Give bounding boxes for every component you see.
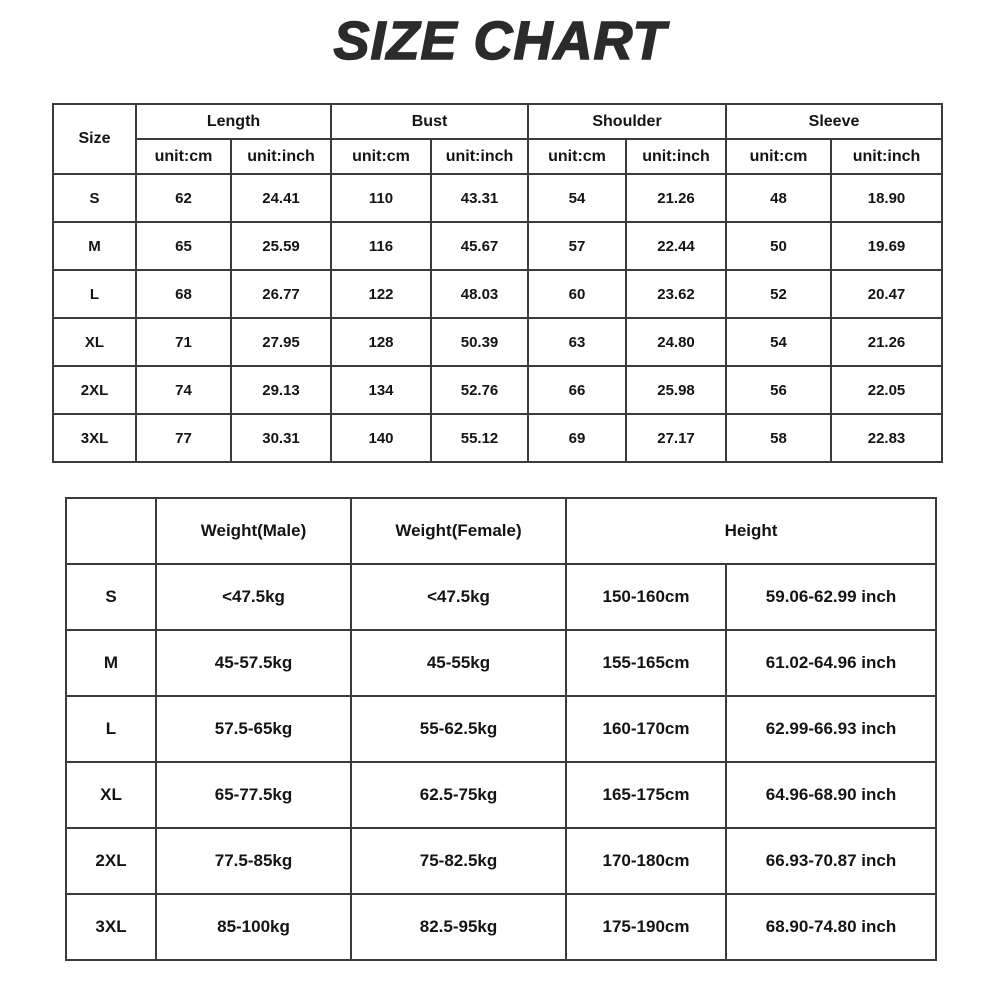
size-cell: 2XL — [66, 828, 156, 894]
unit-header-row — [53, 139, 942, 174]
body-measurement-cell: 62.5-75kg — [351, 762, 566, 828]
measurement-cell: 48.03 — [431, 270, 528, 318]
measurement-cell: 30.31 — [231, 414, 331, 462]
table-row — [53, 174, 942, 222]
measurement-cell: 25.59 — [231, 222, 331, 270]
body-measurement-cell: 160-170cm — [566, 696, 726, 762]
measurement-cell: 25.98 — [626, 366, 726, 414]
measurement-cell: 52.76 — [431, 366, 528, 414]
body-measurement-cell: 64.96-68.90 inch — [726, 762, 936, 828]
measurement-cell: 74 — [136, 366, 231, 414]
body-measurement-cell: 57.5-65kg — [156, 696, 351, 762]
measurement-cell: 110 — [331, 174, 431, 222]
body-measurement-cell: 55-62.5kg — [351, 696, 566, 762]
measurement-group-header: Shoulder — [528, 104, 726, 139]
table-row — [66, 696, 936, 762]
body-measurement-cell: 75-82.5kg — [351, 828, 566, 894]
size-cell: XL — [53, 318, 136, 366]
table-row — [53, 222, 942, 270]
size-cell: 2XL — [53, 366, 136, 414]
size-cell: M — [53, 222, 136, 270]
measurement-cell: 24.41 — [231, 174, 331, 222]
measurement-cell: 77 — [136, 414, 231, 462]
measurement-cell: 43.31 — [431, 174, 528, 222]
table-row — [66, 828, 936, 894]
body-table-body — [66, 564, 936, 960]
body-measurement-cell: 85-100kg — [156, 894, 351, 960]
measurement-cell: 48 — [726, 174, 831, 222]
weight-header: Weight(Female) — [351, 498, 566, 564]
size-cell: M — [66, 630, 156, 696]
unit-inch-header: unit:inch — [626, 139, 726, 174]
measurement-group-header: Bust — [331, 104, 528, 139]
size-column-header: Size — [53, 104, 136, 174]
group-header-row — [53, 104, 942, 139]
body-measurement-cell: 77.5-85kg — [156, 828, 351, 894]
size-cell: S — [53, 174, 136, 222]
table-row — [53, 270, 942, 318]
measurement-cell: 66 — [528, 366, 626, 414]
body-measurement-cell: 59.06-62.99 inch — [726, 564, 936, 630]
unit-inch-header: unit:inch — [431, 139, 528, 174]
unit-cm-header: unit:cm — [726, 139, 831, 174]
measurement-cell: 50.39 — [431, 318, 528, 366]
body-measurement-cell: 165-175cm — [566, 762, 726, 828]
height-header: Height — [566, 498, 936, 564]
body-measurement-cell: <47.5kg — [156, 564, 351, 630]
unit-inch-header: unit:inch — [831, 139, 942, 174]
unit-cm-header: unit:cm — [136, 139, 231, 174]
measurement-cell: 27.95 — [231, 318, 331, 366]
body-measurement-cell: 155-165cm — [566, 630, 726, 696]
body-measurement-cell: 61.02-64.96 inch — [726, 630, 936, 696]
weight-header: Weight(Male) — [156, 498, 351, 564]
table-row — [53, 414, 942, 462]
measurement-cell: 21.26 — [626, 174, 726, 222]
measurement-cell: 116 — [331, 222, 431, 270]
measurement-cell: 23.62 — [626, 270, 726, 318]
body-measurement-cell: 175-190cm — [566, 894, 726, 960]
table-row — [66, 894, 936, 960]
body-measurement-cell: <47.5kg — [351, 564, 566, 630]
unit-inch-header: unit:inch — [231, 139, 331, 174]
size-cell: L — [66, 696, 156, 762]
measurement-cell: 22.44 — [626, 222, 726, 270]
measurement-cell: 50 — [726, 222, 831, 270]
measurement-size-chart-table — [52, 103, 941, 463]
measurement-cell: 134 — [331, 366, 431, 414]
measurement-cell: 55.12 — [431, 414, 528, 462]
body-measurement-cell: 62.99-66.93 inch — [726, 696, 936, 762]
measurement-cell: 63 — [528, 318, 626, 366]
measurement-cell: 29.13 — [231, 366, 331, 414]
measurement-cell: 27.17 — [626, 414, 726, 462]
measurement-cell: 54 — [726, 318, 831, 366]
measurement-cell: 122 — [331, 270, 431, 318]
measurement-cell: 52 — [726, 270, 831, 318]
measurement-cell: 22.83 — [831, 414, 942, 462]
measurement-cell: 60 — [528, 270, 626, 318]
size-cell: L — [53, 270, 136, 318]
body-measurement-cell: 170-180cm — [566, 828, 726, 894]
measurement-cell: 69 — [528, 414, 626, 462]
measurement-cell: 71 — [136, 318, 231, 366]
measurement-cell: 62 — [136, 174, 231, 222]
measurement-cell: 26.77 — [231, 270, 331, 318]
measurement-cell: 45.67 — [431, 222, 528, 270]
measurement-cell: 57 — [528, 222, 626, 270]
table-row — [53, 318, 942, 366]
table-row — [66, 564, 936, 630]
measurement-cell: 140 — [331, 414, 431, 462]
weight-header-row — [66, 498, 936, 564]
table-row — [66, 762, 936, 828]
unit-cm-header: unit:cm — [331, 139, 431, 174]
body-measurement-cell: 45-57.5kg — [156, 630, 351, 696]
table-row — [53, 366, 942, 414]
measurement-cell: 20.47 — [831, 270, 942, 318]
size-cell: 3XL — [53, 414, 136, 462]
measurement-cell: 56 — [726, 366, 831, 414]
measurement-group-header: Sleeve — [726, 104, 942, 139]
measurement-cell: 24.80 — [626, 318, 726, 366]
size-cell: 3XL — [66, 894, 156, 960]
body-measurement-cell: 150-160cm — [566, 564, 726, 630]
measurement-cell: 22.05 — [831, 366, 942, 414]
table-row — [66, 630, 936, 696]
measurement-group-header: Length — [136, 104, 331, 139]
measurement-cell: 128 — [331, 318, 431, 366]
body-measurement-cell: 82.5-95kg — [351, 894, 566, 960]
measurement-cell: 68 — [136, 270, 231, 318]
body-measurement-cell: 45-55kg — [351, 630, 566, 696]
size-column-header-blank — [66, 498, 156, 564]
body-measurement-cell: 66.93-70.87 inch — [726, 828, 936, 894]
measurement-cell: 21.26 — [831, 318, 942, 366]
size-cell: XL — [66, 762, 156, 828]
weight-height-chart-table — [65, 497, 935, 961]
measurement-cell: 58 — [726, 414, 831, 462]
measurement-cell: 54 — [528, 174, 626, 222]
size-table-body — [53, 174, 942, 462]
page-title: SIZE CHART — [333, 11, 667, 71]
unit-cm-header: unit:cm — [528, 139, 626, 174]
measurement-cell: 65 — [136, 222, 231, 270]
body-measurement-cell: 68.90-74.80 inch — [726, 894, 936, 960]
measurement-cell: 19.69 — [831, 222, 942, 270]
size-cell: S — [66, 564, 156, 630]
body-measurement-cell: 65-77.5kg — [156, 762, 351, 828]
measurement-cell: 18.90 — [831, 174, 942, 222]
